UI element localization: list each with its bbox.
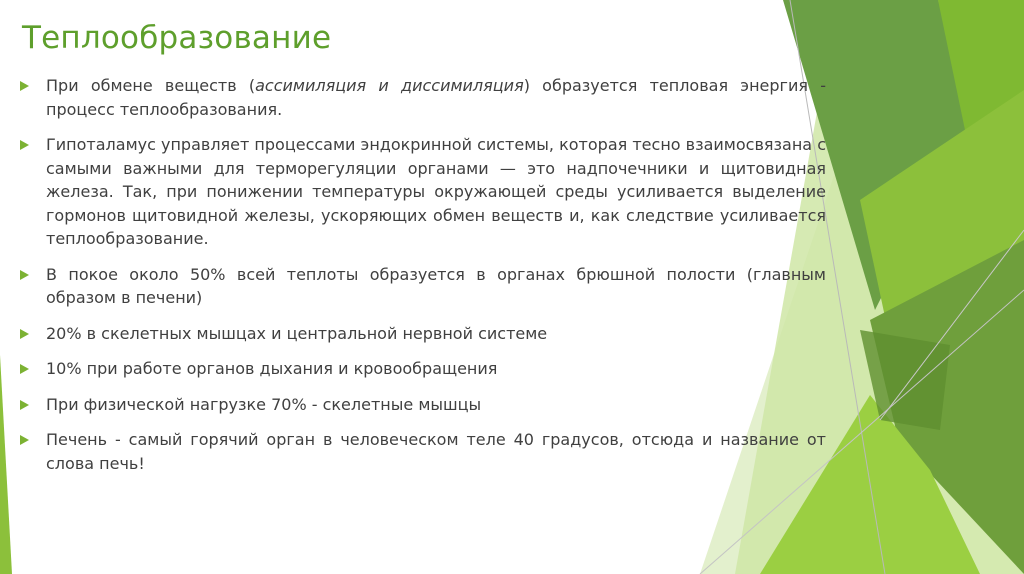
bullet-list	[20, 74, 826, 487]
bullet-arrow-icon	[20, 81, 29, 91]
list-item	[20, 322, 826, 346]
bullet-text: В покое около 50% всей теплоты образуется в органах брюшной полости (главным образом в печени)	[46, 264, 826, 307]
bullet-text: 10% при работе органов дыхания и кровообращения	[46, 359, 498, 378]
list-item	[20, 133, 826, 251]
bullet-text: 20% в скелетных мышцах и центральной нервной системе	[46, 323, 548, 343]
bullet-text: При физической нагрузке 70% - скелетные мышцы	[46, 394, 482, 414]
page-title: Теплообразование	[22, 20, 332, 56]
list-item	[20, 357, 826, 381]
list-item	[20, 263, 826, 310]
list-item	[20, 74, 826, 121]
bullet-text-before: При обмене веществ (	[46, 76, 256, 95]
bullet-arrow-icon	[20, 140, 29, 150]
bullet-text: Гипоталамус управляет процессами эндокринной системы, которая тесно взаимосвязана с самыми важными для терморегуляции органами — это надпочечники и щитовидная железа. Так, при понижении температуры окружающей среды усиливается выделение гормонов щитовидной железы, ускоряющих обмен веществ и, как следствие усиливается теплообразование.	[46, 135, 826, 248]
list-item	[20, 428, 826, 475]
bullet-arrow-icon	[20, 270, 29, 280]
bullet-arrow-icon	[20, 329, 29, 339]
bullet-arrow-icon	[20, 400, 29, 410]
bg-shape-left-accent	[0, 355, 12, 574]
bullet-text-emphasis: ассимиляция и диссимиляция	[255, 76, 524, 95]
bullet-text-after: ) образуется тепловая энергия - процесс теплообразования.	[46, 76, 826, 119]
bullet-arrow-icon	[20, 364, 29, 374]
bullet-arrow-icon	[20, 435, 29, 445]
list-item	[20, 393, 826, 417]
bullet-text: Печень - самый горячий орган в человеческом теле 40 градусов, отсюда и название от слова печь!	[46, 430, 826, 473]
